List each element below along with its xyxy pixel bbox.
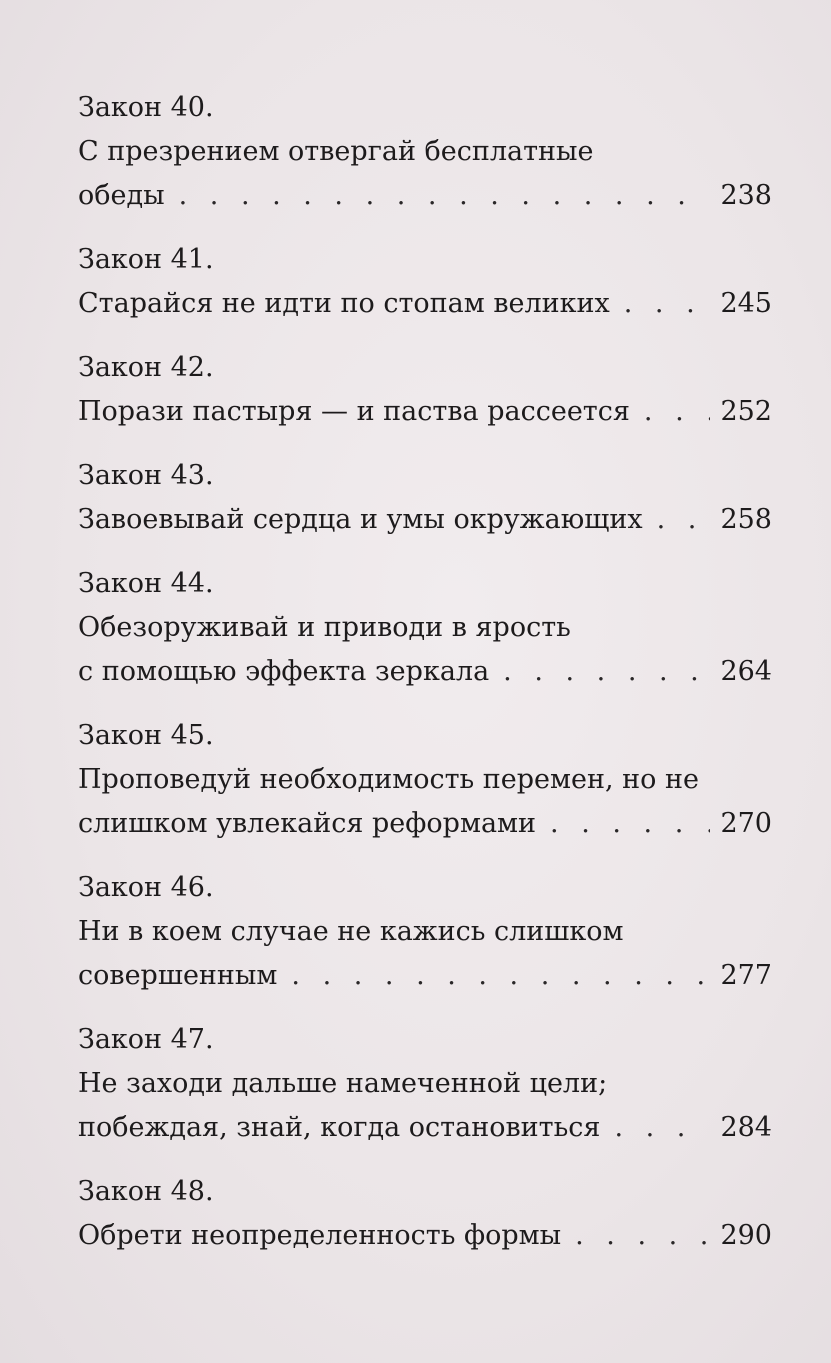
law-title-line: Обрети неопределенность формы <box>78 1220 562 1251</box>
page-number: 252 <box>720 396 772 427</box>
law-title-line: совершенным <box>78 960 278 991</box>
law-number: Закон 45. <box>78 720 214 751</box>
dot-leader <box>291 954 710 998</box>
page-number: 264 <box>720 656 772 687</box>
law-title-line: Не заходи дальше намеченной цели; <box>78 1068 608 1099</box>
toc-entry <box>78 1018 772 1150</box>
page-number: 277 <box>720 960 772 991</box>
dot-leader <box>644 390 711 434</box>
toc-row <box>78 1106 772 1150</box>
page-number: 258 <box>720 504 772 535</box>
law-title-line: Порази пастыря — и паства рассеется <box>78 396 630 427</box>
law-title-line: побеждая, знай, когда остановиться <box>78 1112 601 1143</box>
toc-entry <box>78 562 772 694</box>
toc-row <box>78 282 772 326</box>
toc-entry <box>78 454 772 542</box>
toc-entry <box>78 238 772 326</box>
toc-row <box>78 1214 772 1258</box>
law-title-line: Старайся не идти по стопам великих <box>78 288 610 319</box>
dot-leader <box>550 802 710 846</box>
page-number: 270 <box>720 808 772 839</box>
toc-row <box>78 650 772 694</box>
dot-leader <box>657 498 711 542</box>
law-number: Закон 40. <box>78 92 214 123</box>
toc-entry <box>78 86 772 218</box>
law-number: Закон 48. <box>78 1176 214 1207</box>
page-number: 290 <box>720 1220 772 1251</box>
law-title-line: Ни в коем случае не кажись слишком <box>78 916 624 947</box>
dot-leader <box>503 650 710 694</box>
toc-row <box>78 802 772 846</box>
dot-leader <box>179 174 711 218</box>
law-number: Закон 47. <box>78 1024 214 1055</box>
law-number: Закон 43. <box>78 460 214 491</box>
toc-entry <box>78 714 772 846</box>
table-of-contents <box>78 86 772 1278</box>
law-title-line: Завоевывай сердца и умы окружающих <box>78 504 643 535</box>
page-number: 284 <box>720 1112 772 1143</box>
law-title-line: Проповедуй необходимость перемен, но не <box>78 764 699 795</box>
page-number: 245 <box>720 288 772 319</box>
toc-entry <box>78 866 772 998</box>
toc-row <box>78 498 772 542</box>
toc-row <box>78 954 772 998</box>
dot-leader <box>624 282 711 326</box>
law-title-line: обеды <box>78 180 165 211</box>
law-number: Закон 44. <box>78 568 214 599</box>
toc-row <box>78 174 772 218</box>
dot-leader <box>575 1214 710 1258</box>
law-number: Закон 42. <box>78 352 214 383</box>
toc-entry <box>78 346 772 434</box>
law-number: Закон 46. <box>78 872 214 903</box>
toc-entry <box>78 1170 772 1258</box>
law-title-line: с помощью эффекта зеркала <box>78 656 490 687</box>
law-title-line: С презрением отвергай бесплатные <box>78 136 594 167</box>
dot-leader <box>614 1106 710 1150</box>
law-number: Закон 41. <box>78 244 214 275</box>
page-number: 238 <box>720 180 772 211</box>
law-title-line: Обезоруживай и приводи в ярость <box>78 612 571 643</box>
toc-row <box>78 390 772 434</box>
law-title-line: слишком увлекайся реформами <box>78 808 537 839</box>
